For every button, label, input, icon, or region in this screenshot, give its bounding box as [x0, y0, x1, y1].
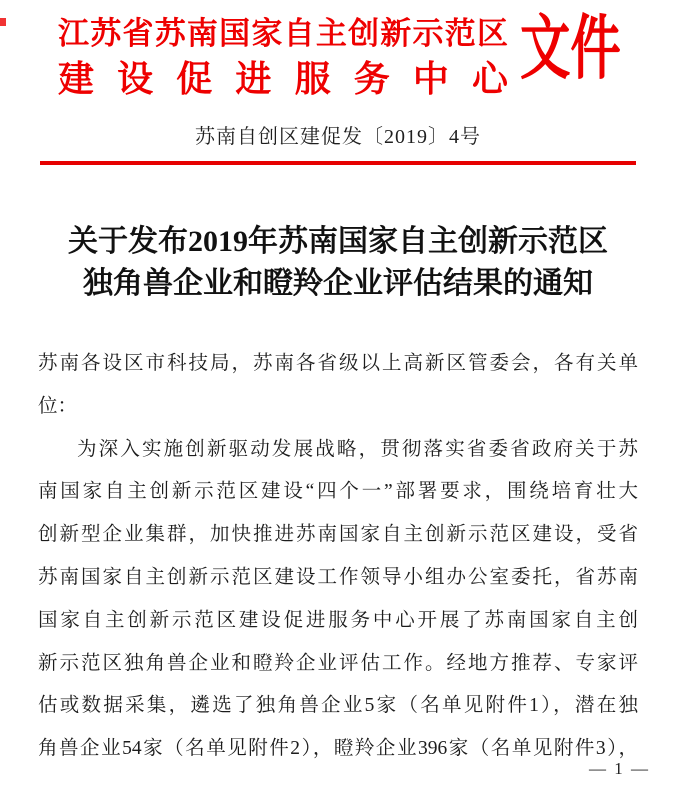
paragraph-line: 新示范区独角兽企业和瞪羚企业评估工作。经地方推荐、专家评	[38, 652, 638, 674]
org-name-line1: 江苏省苏南国家自主创新示范区	[58, 16, 508, 51]
paragraph-line: 创新型企业集群，加快推进苏南国家自主创新示范区建设，受省	[38, 524, 638, 546]
salutation-line-1: 苏南各设区市科技局，苏南各省级以上高新区管委会，各有关单	[38, 353, 638, 374]
doc-number: 苏南自创区建促发〔2019〕4号	[195, 126, 481, 148]
paragraph-line: 估或数据采集，遴选了独角兽企业5家（名单见附件1），潜在独	[38, 695, 638, 717]
letterhead-org-name	[58, 12, 508, 102]
scan-artifact-mark	[0, 18, 6, 26]
paragraph-line: 南国家自主创新示范区建设“四个一”部署要求，围绕培育壮大	[38, 481, 638, 503]
document-title	[38, 221, 638, 305]
title-line2: 独角兽企业和瞪羚企业评估结果的通知	[83, 267, 593, 300]
paragraph-line: 角兽企业54家（名单见附件2），瞪羚企业396家（名单见附件3），	[38, 738, 638, 760]
page-number: — 1 —	[589, 759, 650, 778]
doc-type-label: 文件	[520, 11, 621, 88]
red-divider-line	[40, 161, 636, 165]
paragraph-line: 为深入实施创新驱动发展战略，贯彻落实省委省政府关于苏	[77, 438, 638, 460]
paragraph-line: 国家自主创新示范区建设促进服务中心开展了苏南国家自主创	[38, 609, 638, 631]
salutation-line-2: 位：	[38, 395, 78, 417]
paragraph-line: 苏南国家自主创新示范区建设工作领导小组办公室委托，省苏南	[38, 566, 638, 588]
document-body	[38, 343, 638, 771]
org-name-line2: 建设促进服务中心	[58, 59, 508, 99]
title-line1: 关于发布2019年苏南国家自主创新示范区	[68, 225, 608, 258]
